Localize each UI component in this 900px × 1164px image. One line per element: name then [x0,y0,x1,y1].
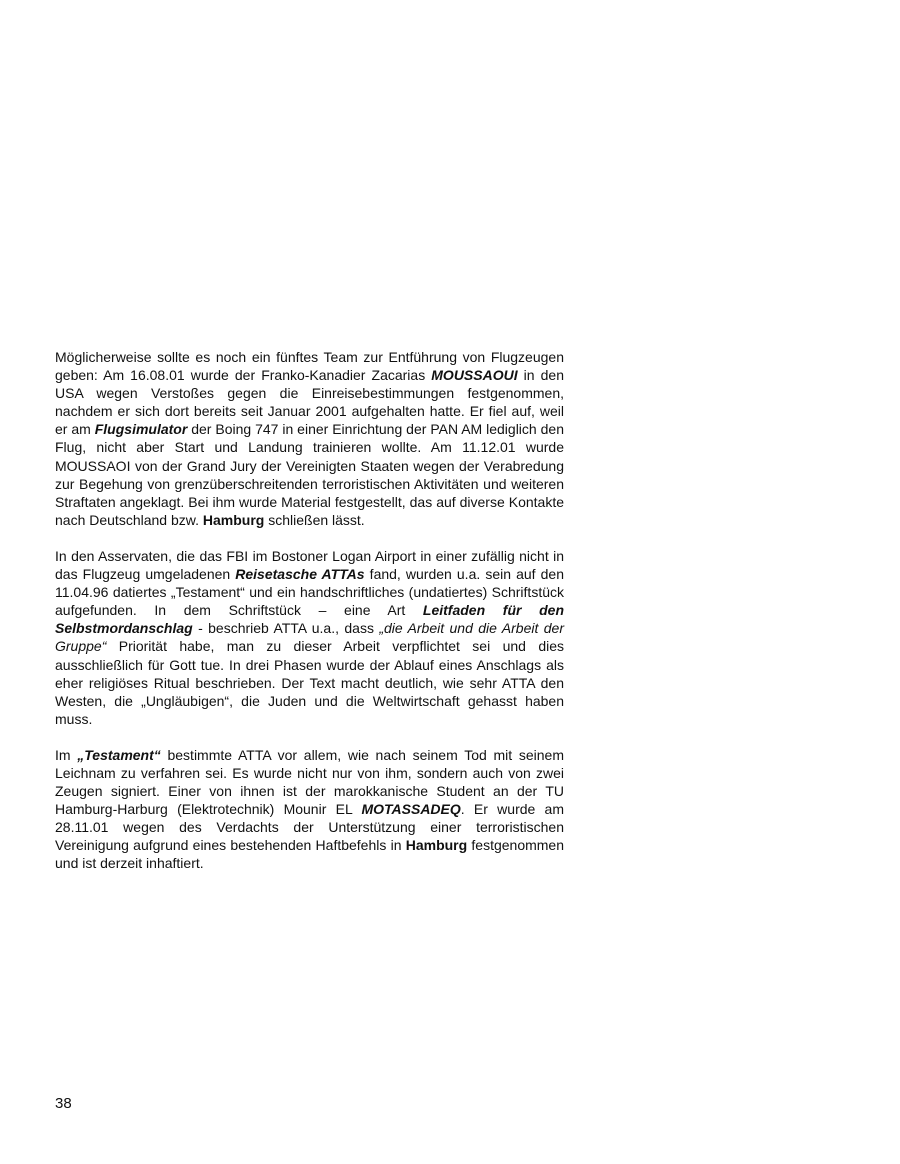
emphasis-city: Hamburg [405,837,468,854]
text-run: der Boing 747 in einer Einrichtung der PAN AM lediglich den Flug, nicht aber Start und Landung trainieren wollte. Am 11.12.01 wurde MOUSSAOI von der Grand Jury der Vereinigten Staaten wegen der Verabredung zur Begehung von grenzüberschreitenden terroristischen Aktivitäten und weiteren Straftaten angeklagt. Bei ihm wurde Material festgestellt, das auf diverse Kontakte nach Deutschland bzw. [55,421,564,528]
text-run: In den Asservaten, die das FBI im Bostoner Logan Airport in einer zufällig nicht in das Flugzeug umgeladenen [55,547,564,583]
paragraph-2 [55,547,564,728]
emphasis-quote: „die Arbeit und die Arbeit der Gruppe“ [55,620,564,655]
emphasis-term: Flugsimulator [94,421,188,438]
emphasis-name: MOTASSADEQ [361,801,461,818]
paragraph-1 [55,348,564,529]
document-body [55,348,564,891]
text-run: festgenommen und ist derzeit inhaftiert. [55,837,565,872]
page-number: 38 [55,1095,72,1112]
text-run: fand, wurden u.a. sein auf den 11.04.96 datiertes „Testament“ und ein handschriftliches (undatiertes) Schriftstück aufgefunden. In dem Schriftstück – eine Art [55,566,565,619]
text-run: Im [55,746,78,763]
emphasis-name: MOUSSAOUI [431,367,518,384]
text-run: in den USA wegen Verstoßes gegen die Einreisebestimmungen festgenommen, nachdem er sich dort bereits seit Januar 2001 aufgehalten hatte. Er fiel auf, weil er am [55,367,564,438]
emphasis-term: Reisetasche ATTAs [235,566,365,583]
paragraph-3 [55,746,564,873]
text-run: - beschrieb ATTA u.a., dass [192,620,380,637]
text-run: schließen lässt. [264,511,365,528]
text-run: Priorität habe, man zu dieser Arbeit verpflichtet sei und dies ausschließlich für Gott tue. In drei Phasen wurde der Ablauf eines Anschlags als eher religiöses Ritual beschrieben. Der Text macht deutlich, wie sehr ATTA den Westen, die „Ungläubigen“, die Juden und die Weltwirtschaft gehasst haben muss. [55,638,564,727]
emphasis-term: „Testament“ [77,746,161,763]
text-run: . Er wurde am 28.11.01 wegen des Verdachts der Unterstützung einer terroristischen Vereinigung aufgrund eines bestehenden Haftbefehls in [55,801,564,854]
text-run: Möglicherweise sollte es noch ein fünftes Team zur Entführung von Flugzeugen geben: Am 16.08.01 wurde der Franko-Kanadier Zacarias [55,349,564,384]
emphasis-term: Leitfaden für den Selbstmordanschlag [55,602,564,637]
emphasis-city: Hamburg [202,511,265,528]
text-run: bestimmte ATTA vor allem, wie nach seinem Tod mit seinem Leichnam zu verfahren sei. Es wurde nicht nur von ihm, sondern auch von zwei Zeugen signiert. Einer von ihnen ist der marokkanische Student an der TU Hamburg-Harburg (Elektrotechnik) Mounir EL [55,746,564,818]
